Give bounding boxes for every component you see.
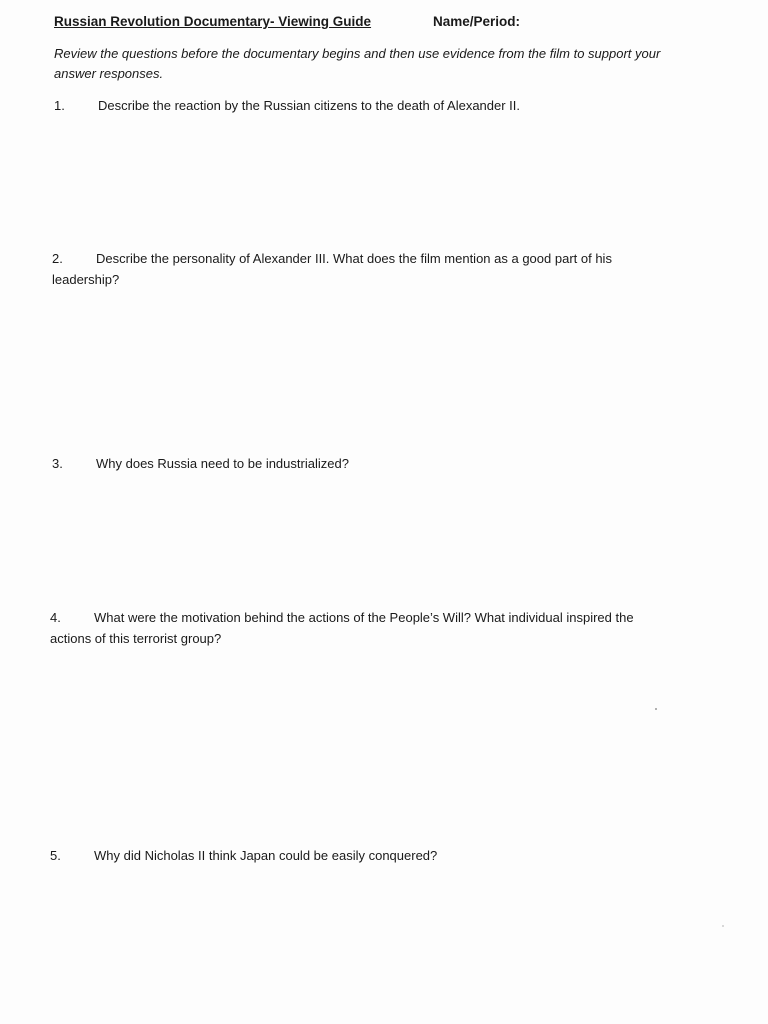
scan-speck (655, 708, 657, 710)
question-3 (52, 453, 672, 474)
worksheet-title: Russian Revolution Documentary- Viewing Guide (54, 14, 372, 29)
question-2 (52, 248, 672, 290)
question-text: Describe the personality of Alexander III. What does the film mention as a good part of his leadership? (52, 251, 612, 287)
instructions-text: Review the questions before the documentary begins and then use evidence from the film to support your answer responses. (54, 46, 661, 81)
question-1 (54, 95, 674, 116)
question-text: Why did Nicholas II think Japan could be easily conquered? (94, 848, 438, 863)
question-number: 1. (54, 98, 65, 113)
question-number: 3. (52, 456, 63, 471)
question-text: What were the motivation behind the actions of the People’s Will? What individual inspired the actions of this terrorist group? (50, 610, 634, 646)
scan-speck (722, 925, 724, 927)
question-text: Why does Russia need to be industrialized? (96, 456, 349, 471)
question-number: 5. (50, 848, 61, 863)
name-period-label: Name/Period: (433, 14, 521, 29)
question-text: Describe the reaction by the Russian citizens to the death of Alexander II. (98, 98, 521, 113)
question-5 (50, 845, 670, 866)
question-number: 4. (50, 610, 61, 625)
question-number: 2. (52, 251, 63, 266)
question-4 (50, 607, 670, 649)
